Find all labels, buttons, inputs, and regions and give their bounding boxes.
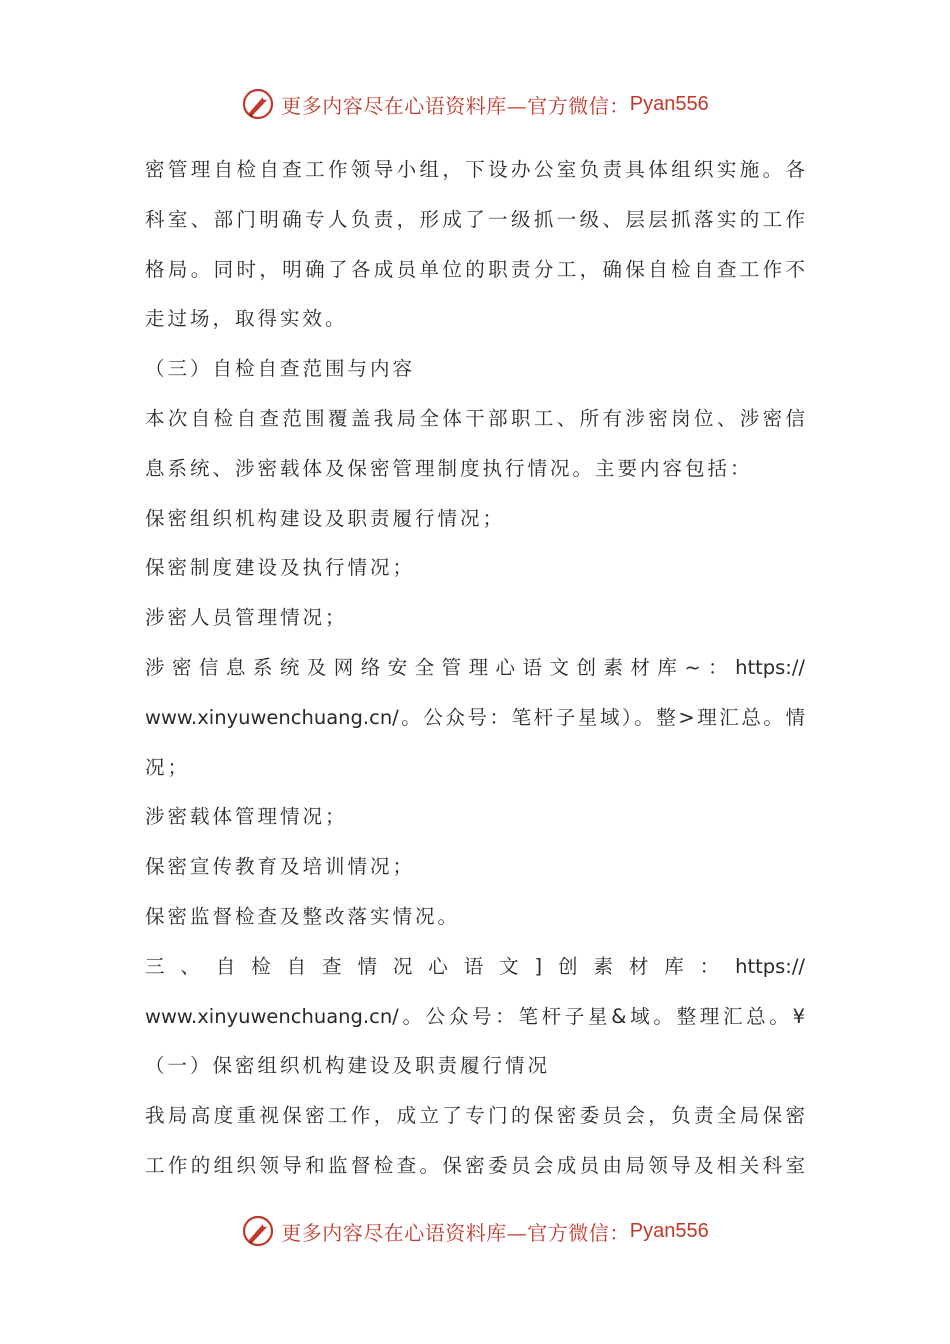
header-banner-text: 更多内容尽在心语资料库—官方微信： xyxy=(281,93,630,118)
header-banner-id: Pyan556 xyxy=(629,92,709,115)
list-item: 涉密信息系统及网络安全管理心语文创素材库~：https:// xyxy=(145,655,805,679)
text-line: 工作的组织领导和监督检查。保密委员会成员由局领导及相关科室 xyxy=(145,1153,805,1177)
document-body xyxy=(145,145,805,1191)
footer-banner xyxy=(0,1211,950,1251)
list-item: 保密组织机构建设及职责履行情况； xyxy=(145,506,506,530)
text-line: 格局。同时，明确了各成员单位的职责分工，确保自检自查工作不 xyxy=(145,257,805,281)
text-line: 息系统、涉密载体及保密管理制度执行情况。主要内容包括： xyxy=(145,456,753,480)
text-line: 我局高度重视保密工作，成立了专门的保密委员会，负责全局保密 xyxy=(145,1104,805,1128)
text-line: www.xinyuwenchuang.cn/。公众号：笔杆子星域）。整>理汇总。情 xyxy=(145,705,805,729)
text-line: www.xinyuwenchuang.cn/。公众号：笔杆子星&域。整理汇总。¥ xyxy=(145,1004,805,1028)
text-line: 科室、部门明确专人负责，形成了一级抓一级、层层抓落实的工作 xyxy=(145,207,805,231)
pen-logo-icon xyxy=(241,1214,275,1248)
text-line: 本次自检自查范围覆盖我局全体干部职工、所有涉密岗位、涉密信 xyxy=(145,406,805,430)
header-banner xyxy=(0,84,950,124)
footer-banner-text: 更多内容尽在心语资料库—官方微信： xyxy=(281,1220,630,1245)
list-item: 保密宣传教育及培训情况； xyxy=(145,855,416,879)
text-line: 况； xyxy=(145,755,191,779)
pen-logo-icon xyxy=(241,87,275,121)
section-heading: 三、自检自查情况心语文]创素材库：https:// xyxy=(145,954,805,978)
footer-banner-id: Pyan556 xyxy=(629,1219,709,1242)
list-item: 保密监督检查及整改落实情况。 xyxy=(145,904,461,928)
list-item: 涉密载体管理情况； xyxy=(145,805,348,829)
section-heading: （三）自检自查范围与内容 xyxy=(145,357,416,381)
text-line: 走过场，取得实效。 xyxy=(145,307,348,331)
list-item: 保密制度建设及执行情况； xyxy=(145,556,416,580)
list-item: 涉密人员管理情况； xyxy=(145,606,348,630)
text-line: 密管理自检自查工作领导小组，下设办公室负责具体组织实施。各 xyxy=(145,158,805,181)
section-heading: （一）保密组织机构建设及职责履行情况 xyxy=(145,1054,551,1078)
